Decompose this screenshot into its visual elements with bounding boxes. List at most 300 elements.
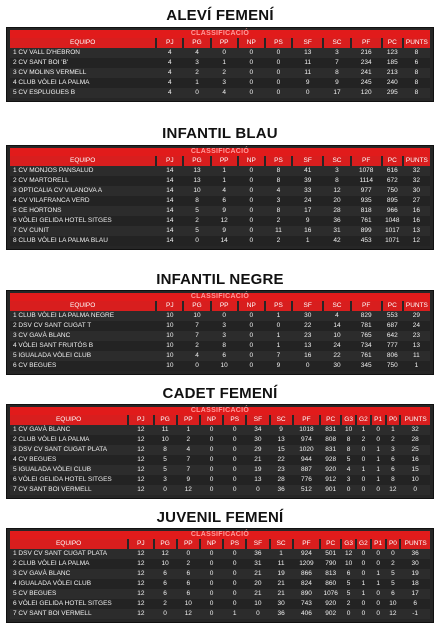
stat-cell: 10 — [156, 311, 183, 321]
column-header: P0 — [386, 415, 401, 425]
stat-cell: 2 — [177, 559, 200, 569]
column-header: PG — [183, 301, 210, 311]
stat-cell: 36 — [400, 549, 430, 559]
stat-cell: 20 — [246, 579, 269, 589]
team-name-cell: 1 CLUB VÒLEI LA PALMA NEGRE — [10, 311, 156, 321]
stat-cell: 4 — [156, 58, 183, 68]
stat-cell: 750 — [382, 186, 403, 196]
stat-cell: 0 — [200, 609, 223, 619]
stat-cell: 2 — [265, 216, 292, 226]
stat-cell: 1 — [371, 465, 386, 475]
stat-cell: 30 — [270, 599, 293, 609]
table-row — [10, 206, 430, 216]
column-header: EQUIPO — [10, 539, 128, 549]
stat-cell: 0 — [211, 48, 238, 58]
stat-cell: 10 — [156, 341, 183, 351]
stat-cell: 6 — [177, 569, 200, 579]
column-header: G3 — [341, 415, 356, 425]
stat-cell: 12 — [177, 485, 200, 495]
team-name-cell: 3 CV GAVÀ BLANC — [10, 331, 156, 341]
column-header: PF — [351, 38, 382, 48]
column-header: PC — [382, 38, 403, 48]
stat-cell: 860 — [320, 579, 341, 589]
column-header: SF — [292, 156, 323, 166]
stat-cell: 10 — [323, 331, 350, 341]
table-row — [10, 559, 430, 569]
stat-cell: 13 — [292, 341, 323, 351]
stat-cell: 17 — [323, 88, 350, 98]
stat-cell: 8 — [183, 196, 210, 206]
team-name-cell: 3 CV GAVÀ BLANC — [10, 569, 128, 579]
stat-cell: 19 — [270, 569, 293, 579]
stat-cell: 41 — [292, 166, 323, 176]
stat-cell: 36 — [246, 549, 269, 559]
stat-cell: 1 — [371, 445, 386, 455]
stat-cell: 4 — [211, 88, 238, 98]
stat-cell: 0 — [200, 445, 223, 455]
stat-cell: 0 — [371, 549, 386, 559]
stat-cell: 21 — [246, 589, 269, 599]
stat-cell: 0 — [265, 48, 292, 58]
column-header: SF — [246, 415, 269, 425]
stat-cell: 2 — [177, 435, 200, 445]
stat-cell: 0 — [238, 341, 265, 351]
stat-cell: 10 — [211, 361, 238, 371]
column-header: PUNTS — [400, 415, 430, 425]
column-header: P1 — [371, 539, 386, 549]
stat-cell: 1020 — [293, 445, 320, 455]
stat-cell: 1 — [265, 311, 292, 321]
column-header: PS — [223, 415, 246, 425]
stat-cell: 8 — [323, 68, 350, 78]
stat-cell: 0 — [223, 559, 246, 569]
stat-cell: 32 — [403, 176, 430, 186]
stat-cell: 1 — [371, 579, 386, 589]
standings-table — [10, 156, 430, 246]
stat-cell: 1 — [403, 361, 430, 371]
stat-cell: 0 — [265, 58, 292, 68]
stat-cell: 0 — [238, 48, 265, 58]
standings-table — [10, 415, 430, 495]
stat-cell: 0 — [356, 485, 371, 495]
stat-cell: 0 — [356, 445, 371, 455]
table-row — [10, 216, 430, 226]
standings-panel — [6, 27, 434, 102]
stat-cell: 4 — [156, 88, 183, 98]
column-header: SC — [323, 156, 350, 166]
stat-cell: 10 — [400, 475, 430, 485]
team-name-cell: 5 CE HORTONS — [10, 206, 156, 216]
stat-cell: 1 — [371, 455, 386, 465]
stat-cell: 120 — [351, 88, 382, 98]
stat-cell: 1 — [270, 549, 293, 559]
table-row — [10, 465, 430, 475]
stat-cell: 1209 — [293, 559, 320, 569]
table-row — [10, 331, 430, 341]
stat-cell: 2 — [341, 599, 356, 609]
stat-cell: 813 — [320, 569, 341, 579]
stat-cell: 776 — [293, 475, 320, 485]
column-header: PG — [183, 156, 210, 166]
stat-cell: 4 — [177, 445, 200, 455]
team-name-cell: 6 VÒLEI GELIDA HOTEL SITGES — [10, 599, 128, 609]
stat-cell: 0 — [341, 485, 356, 495]
stat-cell: 0 — [386, 549, 401, 559]
team-name-cell: 5 CV BEGUES — [10, 589, 128, 599]
stat-cell: 6 — [154, 579, 177, 589]
stat-cell: 5 — [386, 579, 401, 589]
column-header: PJ — [128, 415, 153, 425]
stat-cell: 0 — [356, 569, 371, 579]
stat-cell: 6 — [386, 589, 401, 599]
stat-cell: 1 — [211, 58, 238, 68]
stat-cell: 17 — [292, 206, 323, 216]
stat-cell: 4 — [211, 186, 238, 196]
stat-cell: 10 — [177, 599, 200, 609]
stat-cell: 216 — [351, 48, 382, 58]
stat-cell: 0 — [400, 485, 430, 495]
stat-cell: 1 — [371, 475, 386, 485]
stat-cell: 14 — [156, 236, 183, 246]
stat-cell: 0 — [200, 465, 223, 475]
column-header: NP — [200, 539, 223, 549]
table-row — [10, 226, 430, 236]
stat-cell: 924 — [293, 549, 320, 559]
stat-cell: 234 — [351, 58, 382, 68]
stat-cell: 19 — [246, 465, 269, 475]
stat-cell: 1 — [265, 341, 292, 351]
stat-cell: 15 — [400, 465, 430, 475]
stat-cell: 10 — [341, 559, 356, 569]
stat-cell: 761 — [351, 351, 382, 361]
stat-cell: 123 — [382, 48, 403, 58]
stat-cell: 29 — [246, 445, 269, 455]
stat-cell: 12 — [128, 445, 153, 455]
column-header: P1 — [371, 415, 386, 425]
stat-cell: 642 — [382, 331, 403, 341]
column-header: SF — [246, 539, 269, 549]
stat-cell: 14 — [156, 216, 183, 226]
header-row — [10, 38, 430, 48]
stat-cell: 12 — [154, 549, 177, 559]
stat-cell: 14 — [156, 196, 183, 206]
team-name-cell: 8 CLUB VÒLEI LA PALMA BLAU — [10, 236, 156, 246]
stat-cell: 42 — [323, 236, 350, 246]
stat-cell: 12 — [128, 599, 153, 609]
stat-cell: 0 — [371, 599, 386, 609]
table-row — [10, 78, 430, 88]
stat-cell: 8 — [265, 176, 292, 186]
team-name-cell: 4 CV BEGUES — [10, 455, 128, 465]
stat-cell: 10 — [154, 435, 177, 445]
stat-cell: 2 — [386, 559, 401, 569]
stat-cell: 5 — [341, 589, 356, 599]
header-row — [10, 301, 430, 311]
stat-cell: 12 — [386, 609, 401, 619]
table-row — [10, 311, 430, 321]
stat-cell: 8 — [403, 88, 430, 98]
stat-cell: 0 — [223, 475, 246, 485]
stat-cell: 3 — [183, 58, 210, 68]
stat-cell: 6 — [386, 465, 401, 475]
stat-cell: 761 — [351, 216, 382, 226]
stat-cell: 0 — [223, 445, 246, 455]
table-row — [10, 425, 430, 435]
stat-cell: 4 — [156, 48, 183, 58]
team-name-cell: 4 CLUB VÒLEI LA PALMA — [10, 78, 156, 88]
column-header: PJ — [156, 301, 183, 311]
stat-cell: 887 — [293, 465, 320, 475]
stat-cell: 0 — [238, 176, 265, 186]
column-header: PF — [293, 415, 320, 425]
stat-cell: 3 — [341, 475, 356, 485]
section-title: ALEVÍ FEMENÍ — [166, 7, 274, 24]
stat-cell: 12 — [177, 609, 200, 619]
stat-cell: 0 — [223, 549, 246, 559]
stat-cell: 14 — [211, 236, 238, 246]
column-header: NP — [238, 38, 265, 48]
section-title: INFANTIL NEGRE — [156, 271, 284, 288]
stat-cell: 14 — [156, 206, 183, 216]
stat-cell: 0 — [238, 78, 265, 88]
stat-cell: 2 — [183, 341, 210, 351]
stat-cell: 935 — [351, 196, 382, 206]
stat-cell: 18 — [400, 579, 430, 589]
stat-cell: 2 — [211, 68, 238, 78]
stat-cell: 0 — [238, 331, 265, 341]
stat-cell: 12 — [128, 559, 153, 569]
stat-cell: 10 — [156, 361, 183, 371]
table-row — [10, 341, 430, 351]
header-row — [10, 539, 430, 549]
table-row — [10, 58, 430, 68]
stat-cell: 6 — [341, 569, 356, 579]
stat-cell: 1 — [265, 331, 292, 341]
stat-cell: 295 — [382, 88, 403, 98]
stat-cell: 7 — [323, 58, 350, 68]
stat-cell: 8 — [211, 341, 238, 351]
stat-cell: 0 — [183, 361, 210, 371]
stat-cell: 241 — [351, 68, 382, 78]
column-header: EQUIPO — [10, 301, 156, 311]
table-row — [10, 485, 430, 495]
stat-cell: 10 — [156, 331, 183, 341]
column-header: NP — [238, 156, 265, 166]
stat-cell: 36 — [270, 485, 293, 495]
stat-cell: 12 — [128, 485, 153, 495]
stat-cell: 13 — [403, 341, 430, 351]
stat-cell: 23 — [403, 331, 430, 341]
table-row — [10, 445, 430, 455]
stat-cell: 3 — [323, 48, 350, 58]
stat-cell: 974 — [293, 435, 320, 445]
stat-cell: 1017 — [382, 226, 403, 236]
column-header: PS — [265, 38, 292, 48]
column-header: PJ — [156, 38, 183, 48]
stat-cell: 0 — [223, 435, 246, 445]
column-header: PG — [183, 38, 210, 48]
stat-cell: 831 — [320, 425, 341, 435]
stat-cell: 1 — [183, 78, 210, 88]
stat-cell: 8 — [403, 48, 430, 58]
team-name-cell: 1 DSV CV SANT CUGAT PLATA — [10, 549, 128, 559]
stat-cell: 5 — [183, 206, 210, 216]
stat-cell: 1 — [356, 425, 371, 435]
stat-cell: 0 — [292, 361, 323, 371]
stat-cell: 23 — [270, 465, 293, 475]
stat-cell: 13 — [183, 176, 210, 186]
stat-cell: 966 — [382, 206, 403, 216]
stat-cell: 831 — [320, 445, 341, 455]
stat-cell: 9 — [292, 78, 323, 88]
stat-cell: 0 — [200, 589, 223, 599]
stat-cell: 19 — [400, 569, 430, 579]
stat-cell: 6 — [177, 589, 200, 599]
team-name-cell: 5 CV ESPLUGUES B — [10, 88, 156, 98]
stat-cell: 12 — [128, 465, 153, 475]
table-row — [10, 361, 430, 371]
stat-cell: 0 — [200, 569, 223, 579]
stat-cell: 0 — [238, 68, 265, 78]
stat-cell: 12 — [128, 475, 153, 485]
stat-cell: 3 — [386, 445, 401, 455]
team-name-cell: 6 CV BEGUES — [10, 361, 156, 371]
stat-cell: 9 — [211, 226, 238, 236]
stat-cell: 16 — [400, 455, 430, 465]
stat-cell: 0 — [246, 609, 269, 619]
team-name-cell: 3 CV MOLINS VERMELL — [10, 68, 156, 78]
stat-cell: 13 — [270, 435, 293, 445]
stat-cell: 944 — [293, 455, 320, 465]
classification-banner: CLASSIFICACIÓ — [10, 407, 430, 415]
team-name-cell: 5 IGUALADA VÒLEI CLUB — [10, 465, 128, 475]
team-name-cell: 1 CV VALL D'HEBRON — [10, 48, 156, 58]
stat-cell: 12 — [128, 425, 153, 435]
column-header: PC — [320, 415, 341, 425]
column-header: PP — [211, 38, 238, 48]
stat-cell: 0 — [341, 609, 356, 619]
stat-cell: 21 — [270, 589, 293, 599]
stat-cell: 0 — [183, 88, 210, 98]
stat-cell: 12 — [403, 236, 430, 246]
stat-cell: 25 — [400, 445, 430, 455]
stat-cell: 0 — [223, 599, 246, 609]
stat-cell: 4 — [183, 48, 210, 58]
column-header: PUNTS — [403, 301, 430, 311]
stat-cell: 553 — [382, 311, 403, 321]
table-row — [10, 236, 430, 246]
stat-cell: 22 — [270, 455, 293, 465]
standings-panel — [6, 145, 434, 250]
column-header: PP — [211, 156, 238, 166]
standings-table — [10, 38, 430, 98]
team-name-cell: 7 CV SANT BOI VERMELL — [10, 609, 128, 619]
stat-cell: 5 — [386, 569, 401, 579]
team-name-cell: 4 IGUALADA VÒLEI CLUB — [10, 579, 128, 589]
stat-cell: 0 — [265, 68, 292, 78]
stat-cell: 32 — [400, 425, 430, 435]
column-header: PUNTS — [403, 38, 430, 48]
stat-cell: 11 — [265, 226, 292, 236]
stat-cell: 0 — [200, 425, 223, 435]
column-header: NP — [238, 301, 265, 311]
stat-cell: 0 — [200, 435, 223, 445]
stat-cell: 0 — [265, 78, 292, 88]
stat-cell: 17 — [400, 589, 430, 599]
stat-cell: 3 — [265, 196, 292, 206]
stat-cell: 8 — [154, 445, 177, 455]
section-title: INFANTIL BLAU — [162, 125, 278, 142]
stat-cell: 0 — [246, 485, 269, 495]
column-header: PUNTS — [400, 539, 430, 549]
stat-cell: 11 — [154, 425, 177, 435]
stat-cell: 28 — [400, 435, 430, 445]
column-header: EQUIPO — [10, 38, 156, 48]
stat-cell: 345 — [351, 361, 382, 371]
stat-cell: 0 — [356, 475, 371, 485]
stat-cell: 20 — [323, 196, 350, 206]
stat-cell: 0 — [200, 549, 223, 559]
table-row — [10, 351, 430, 361]
stat-cell: 5 — [341, 579, 356, 589]
stat-cell: 8 — [341, 445, 356, 455]
stat-cell: 3 — [211, 331, 238, 341]
stat-cell: 13 — [183, 166, 210, 176]
table-row — [10, 609, 430, 619]
team-name-cell: 6 VÒLEI GELIDA HOTEL SITGES — [10, 475, 128, 485]
column-header: SC — [270, 539, 293, 549]
stat-cell: 6 — [403, 58, 430, 68]
stat-cell: 1 — [211, 176, 238, 186]
stat-cell: 0 — [211, 311, 238, 321]
column-header: PS — [223, 539, 246, 549]
stat-cell: 12 — [128, 569, 153, 579]
stat-cell: 0 — [356, 549, 371, 559]
stat-cell: 6 — [386, 455, 401, 465]
table-row — [10, 196, 430, 206]
stat-cell: 899 — [351, 226, 382, 236]
stat-cell: 11 — [292, 58, 323, 68]
stat-cell: 4 — [183, 351, 210, 361]
stat-cell: 16 — [292, 226, 323, 236]
stat-cell: 672 — [382, 176, 403, 186]
stat-cell: 4 — [156, 78, 183, 88]
stat-cell: 1078 — [351, 166, 382, 176]
stat-cell: 28 — [270, 475, 293, 485]
stat-cell: 912 — [320, 475, 341, 485]
stat-cell: 501 — [320, 549, 341, 559]
stat-cell: 920 — [320, 599, 341, 609]
stat-cell: 0 — [238, 361, 265, 371]
column-header: SC — [323, 301, 350, 311]
stat-cell: 4 — [265, 186, 292, 196]
stat-cell: 9 — [265, 361, 292, 371]
stat-cell: 2 — [183, 68, 210, 78]
stat-cell: 0 — [371, 485, 386, 495]
stat-cell: 10 — [386, 599, 401, 609]
stat-cell: 6 — [177, 579, 200, 589]
stat-cell: 29 — [403, 311, 430, 321]
stat-cell: 24 — [292, 196, 323, 206]
table-row — [10, 475, 430, 485]
stat-cell: 11 — [292, 68, 323, 78]
stat-cell: 1076 — [320, 589, 341, 599]
stat-cell: 245 — [351, 78, 382, 88]
stat-cell: 2 — [183, 216, 210, 226]
stat-cell: 15 — [270, 445, 293, 455]
team-name-cell: 2 CV MARTORELL — [10, 176, 156, 186]
stat-cell: 8 — [265, 166, 292, 176]
